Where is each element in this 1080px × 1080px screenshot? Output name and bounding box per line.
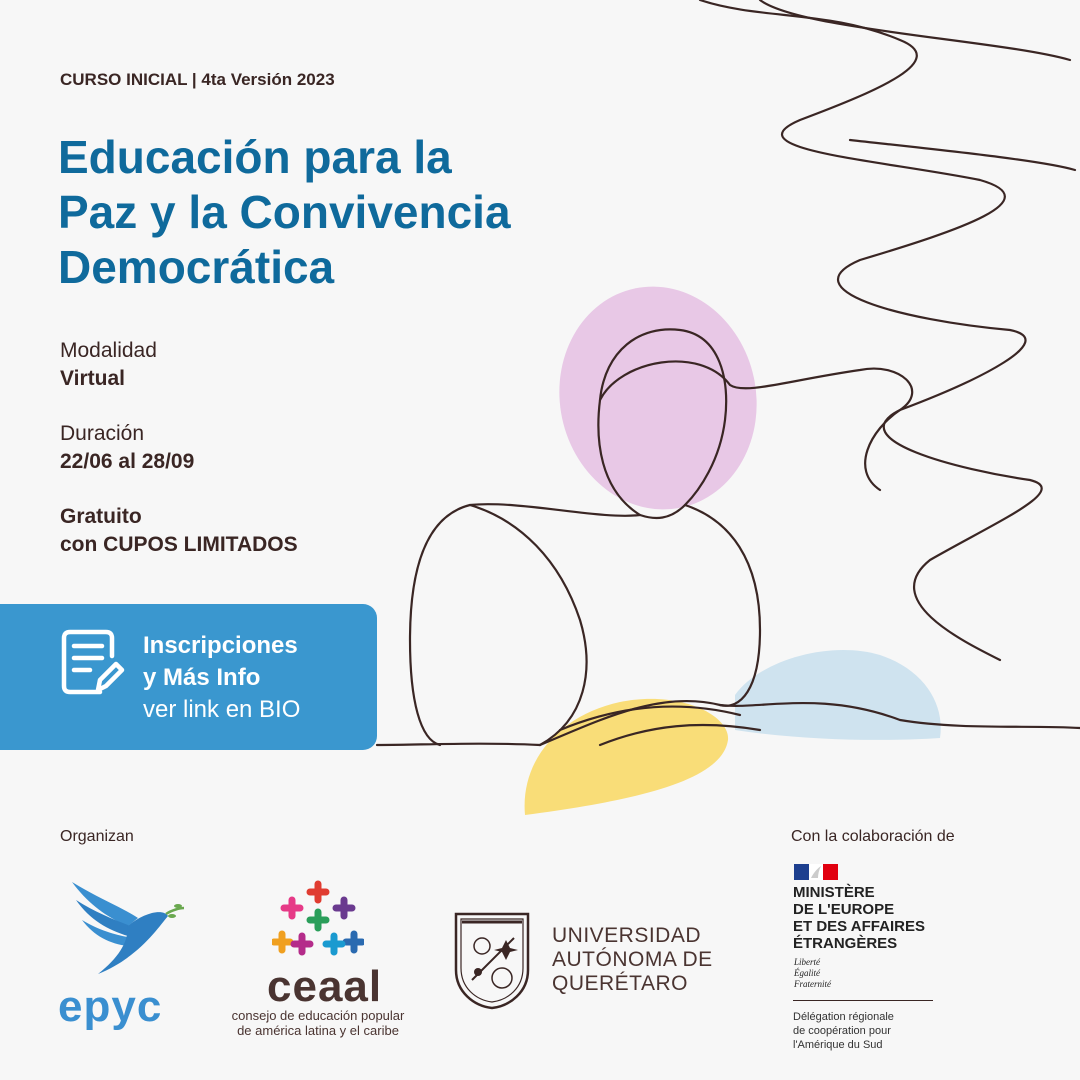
title-line-2: Paz y la Convivencia (58, 186, 511, 238)
deleg-line-2: de coopération pour (793, 1025, 891, 1037)
french-republic-flag-icon (794, 864, 838, 880)
organizan-label: Organizan (60, 828, 134, 845)
ministere-name (793, 884, 925, 952)
ceaal-figures-icon (272, 878, 364, 968)
pink-blob (539, 268, 777, 528)
uaq-line-1: UNIVERSIDAD (552, 924, 702, 947)
delegation-text (793, 1010, 894, 1052)
colaboracion-label: Con la colaboración de (791, 828, 955, 845)
modalidad-value: Virtual (60, 367, 125, 390)
uaq-shield-icon (452, 910, 532, 1010)
duracion-label: Duración (60, 422, 145, 445)
form-edit-icon (60, 628, 126, 700)
epyc-wordmark (58, 982, 162, 1032)
gratuito-line-2: con CUPOS LIMITADOS (60, 533, 298, 556)
motto-line-2: Égalité (794, 968, 820, 978)
epyc-dove-icon (68, 878, 186, 978)
gratuito-line-1: Gratuito (60, 505, 142, 528)
smoke-scribble-2 (760, 0, 1075, 170)
registration-cta[interactable] (0, 604, 377, 750)
cta-line-2: y Más Info (143, 664, 261, 691)
ceaal-subtitle (208, 1008, 428, 1038)
deleg-line-1: Délégation régionale (793, 1011, 894, 1023)
arm-left (470, 505, 587, 745)
yellow-blob (525, 699, 728, 815)
ministere-line-4: ÉTRANGÈRES (793, 935, 898, 952)
table-line (377, 744, 540, 745)
ministere-divider (793, 1000, 933, 1001)
page-title (58, 130, 678, 295)
duracion-value: 22/06 al 28/09 (60, 450, 195, 473)
ministere-line-3: ET DES AFFAIRES (793, 918, 925, 935)
ministere-line-2: DE L'EUROPE (793, 901, 895, 918)
cta-line-3: ver link en BIO (143, 696, 301, 723)
modalidad-label: Modalidad (60, 339, 157, 362)
uaq-line-2: AUTÓNOMA DE (552, 948, 713, 971)
title-line-1: Educación para la (58, 131, 452, 183)
ministere-line-1: MINISTÈRE (793, 884, 875, 901)
smoke-scribble (700, 0, 1042, 660)
motto-line-1: Liberté (794, 957, 820, 967)
motto-line-3: Fraternité (794, 979, 831, 989)
ceaal-sub-line-2: de américa latina y el caribe (237, 1023, 399, 1038)
ceaal-sub-line-1: consejo de educación popular (231, 1008, 405, 1023)
uaq-name (552, 924, 713, 996)
title-line-3: Democrática (58, 241, 335, 293)
republic-motto (794, 957, 831, 990)
cta-line-1: Inscripciones (143, 632, 298, 659)
lightblue-blob (735, 650, 941, 740)
arm-right (685, 505, 760, 706)
epyc-word: epyc (58, 982, 163, 1031)
uaq-line-3: QUERÉTARO (552, 972, 688, 995)
ceaal-word: ceaal (267, 962, 383, 1011)
course-eyebrow: CURSO INICIAL | 4ta Versión 2023 (60, 70, 335, 89)
deleg-line-3: l'Amérique du Sud (793, 1039, 883, 1051)
